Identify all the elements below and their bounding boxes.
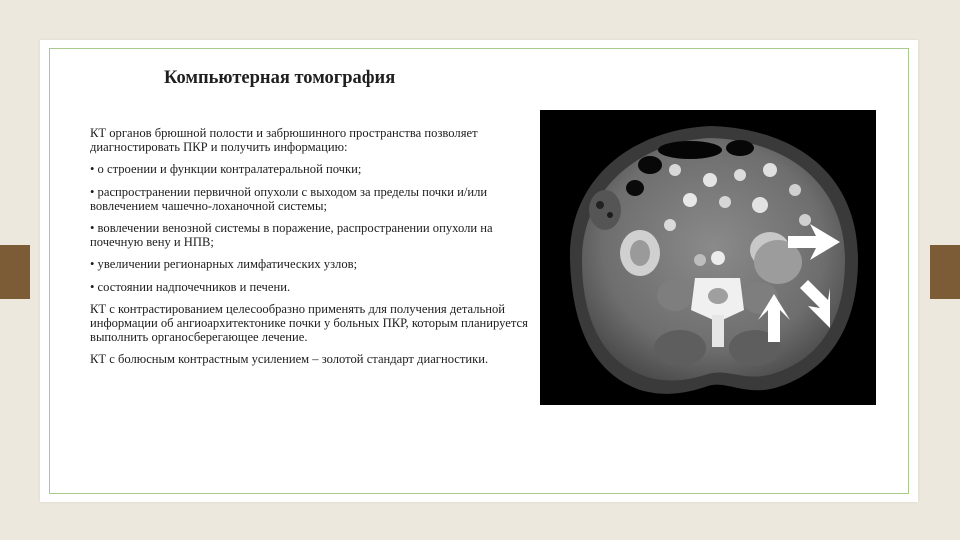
bullet-adrenals-liver: • состоянии надпочечников и печени. — [90, 279, 291, 294]
ct-scan-illustration — [540, 110, 876, 405]
right-side-tab — [930, 245, 960, 299]
bolus-ct-paragraph: КТ с болюсным контрастным усилением – золотой стандарт диагностики. — [90, 352, 489, 367]
slide-title: Компьютерная томография — [164, 68, 396, 88]
bullet-venous-involvement: • вовлечении венозной системы в поражение, распространении опухоли на почечную вену и НПВ; — [90, 221, 493, 250]
contrast-ct-paragraph: КТ с контрастированием целесообразно применять для получения детальной информации об ангиоархитектонике почки у больных ПКР, которым планируется выполнить органосберегающее лечение. — [90, 301, 528, 345]
bullet-contralateral-kidney: • о строении и функции контралатеральной почки; — [90, 162, 362, 177]
slide-body — [90, 126, 534, 375]
bullet-tumor-spread: • распространении первичной опухоли с выходом за пределы почки и/или вовлечением чашечно-лоханочной системы; — [90, 184, 488, 213]
slide — [40, 40, 918, 502]
intro-paragraph: КТ органов брюшной полости и забрюшинного пространства позволяет диагностировать ПКР и получить информацию: — [90, 126, 478, 155]
ct-scan-image — [540, 110, 876, 405]
left-side-tab — [0, 245, 30, 299]
bullet-lymph-nodes: • увеличении регионарных лимфатических узлов; — [90, 257, 358, 272]
